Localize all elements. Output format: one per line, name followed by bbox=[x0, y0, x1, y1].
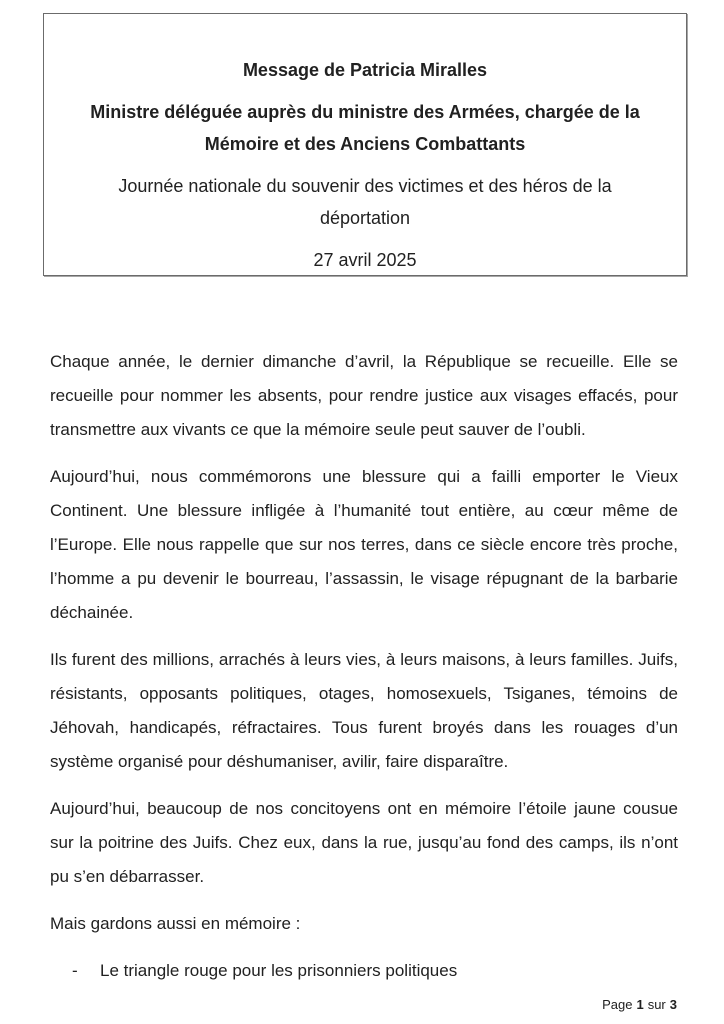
paragraph-2: Aujourd’hui, nous commémorons une blessure qui a failli emporter le Vieux Continent. Une blessure infligée à l’humanité tout entière, au cœur même de l’Europe. Elle nous rappelle que sur nos terres, dans ce siècle encore très proche, l’homme a pu devenir le bourreau, l’assassin, le visage répugnant de la barbarie déchainée. bbox=[50, 467, 678, 622]
document-date: 27 avril 2025 bbox=[313, 250, 417, 270]
page-footer bbox=[602, 997, 677, 1013]
header-box bbox=[43, 13, 687, 276]
paragraph-4: Aujourd’hui, beaucoup de nos concitoyens ont en mémoire l’étoile jaune cousue sur la poitrine des Juifs. Chez eux, dans la rue, jusqu’au fond des camps, ils n’ont pu s’en débarrasser. bbox=[50, 799, 678, 886]
document-event-line: Journée nationale du souvenir des victimes et des héros de la déportation bbox=[118, 176, 612, 228]
footer-total-pages: 3 bbox=[669, 997, 677, 1012]
footer-separator: sur bbox=[647, 997, 666, 1012]
document-title: Message de Patricia Miralles bbox=[242, 60, 488, 80]
paragraph-3: Ils furent des millions, arrachés à leurs vies, à leurs maisons, à leurs familles. Juifs, résistants, opposants politiques, otages, homosexuels, Tsiganes, témoins de Jéhovah, handicapés, réfractaires. Tous furent broyés dans les rouages d’un système organisé pour déshumaniser, avilir, faire disparaître. bbox=[50, 650, 678, 771]
paragraph-1: Chaque année, le dernier dimanche d’avril, la République se recueille. Elle se recueille pour nommer les absents, pour rendre justice aux visages effacés, pour transmettre aux vivants ce que la mémoire seule peut sauver de l’oubli. bbox=[50, 352, 678, 439]
document-body bbox=[50, 345, 678, 1001]
footer-current-page: 1 bbox=[636, 997, 644, 1012]
list-marker: - bbox=[72, 961, 78, 980]
footer-page-label: Page bbox=[602, 997, 633, 1012]
list-item-text: Le triangle rouge pour les prisonniers politiques bbox=[100, 961, 458, 980]
list-intro: Mais gardons aussi en mémoire : bbox=[50, 914, 301, 933]
document-subtitle: Ministre déléguée auprès du ministre des Armées, chargée de la Mémoire et des Anciens Combattants bbox=[90, 102, 640, 154]
list-item bbox=[72, 954, 678, 988]
